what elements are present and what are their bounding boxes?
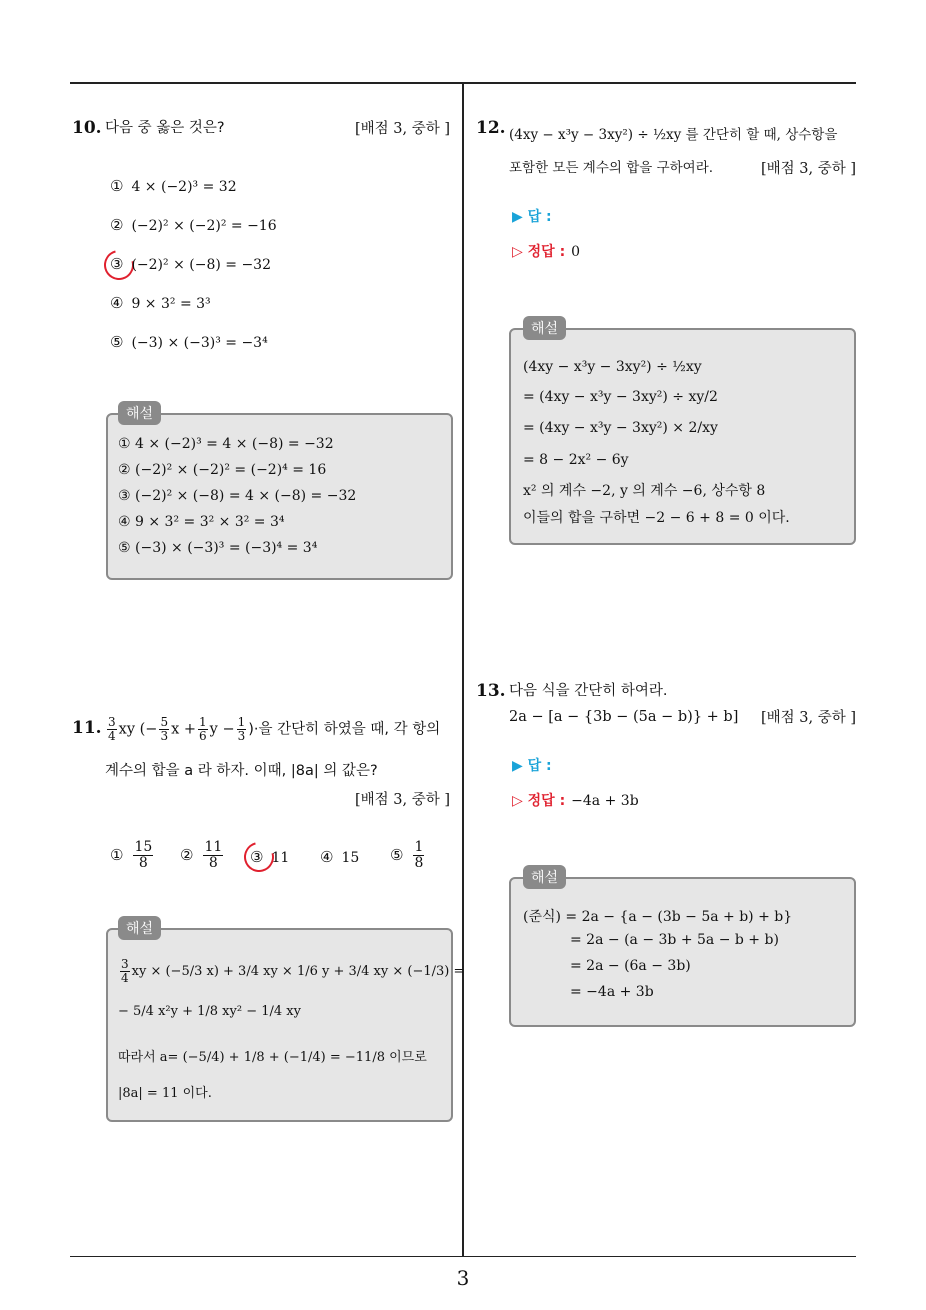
column-divider bbox=[462, 83, 464, 1256]
q11-option-1-den: 8 bbox=[138, 855, 148, 871]
q11-option-5-frac bbox=[413, 840, 424, 871]
q13-correct-label: ▷ 정답 : bbox=[512, 793, 566, 809]
q10-option-5-text: (−3) × (−3)³ = −3⁴ bbox=[131, 335, 268, 351]
q10-option-2[interactable] bbox=[110, 216, 277, 234]
q13-explain-3: = 2a − (6a − 3b) bbox=[570, 958, 691, 974]
q11-option-5-den: 8 bbox=[414, 855, 424, 871]
q13-explain-box bbox=[509, 877, 856, 1027]
q12-number: 12. bbox=[476, 118, 506, 138]
q11-option-3-mark: ③ bbox=[250, 848, 264, 866]
q11-option-3[interactable] bbox=[250, 848, 289, 866]
q13-correct-value: −4a + 3b bbox=[571, 793, 639, 809]
q11-explain-frac: $\frac{3}{4}$ bbox=[121, 957, 129, 985]
q11-option-4-mark: ④ bbox=[320, 848, 334, 866]
q11-option-4-text: 15 bbox=[341, 850, 360, 866]
q11-explain-4: |8a| = 11 이다. bbox=[118, 1086, 212, 1101]
q12-text1: (4xy − x³y − 3xy²) ÷ ½xy 를 간단히 할 때, 상수항을 bbox=[509, 127, 838, 143]
q11-option-1-frac bbox=[133, 840, 153, 871]
q11-explain-1-text: xy × (−5/3 x) + 3/4 xy × 1/6 y + 3/4 xy × (−1/3) = bbox=[131, 964, 465, 979]
q11-explain-3: 따라서 a= (−5/4) + 1/8 + (−1/4) = −11/8 이므로 bbox=[118, 1050, 427, 1065]
q11-option-2-den: 8 bbox=[208, 855, 218, 871]
q13-explain-2: = 2a − (a − 3b + 5a − b + b) bbox=[570, 932, 779, 948]
q10-explain-5: ⑤ (−3) × (−3)³ = (−3)⁴ = 3⁴ bbox=[118, 540, 318, 556]
q12-answer-input[interactable]: ▶ 답 : bbox=[512, 209, 552, 225]
q10-score: [배점 3, 중하 ] bbox=[354, 121, 450, 137]
q11-option-1-mark: ① bbox=[110, 845, 124, 864]
q13-text2: 2a − [a − {3b − (5a − b)} + b] bbox=[509, 709, 739, 725]
q10-explain-tag: 해설 bbox=[118, 401, 161, 425]
q13-number: 13. bbox=[476, 681, 506, 701]
q11-frac-3-4: $\frac{3}{4}$ bbox=[108, 715, 116, 743]
q12-correct-label: ▷ 정답 : bbox=[512, 244, 566, 260]
q12-explain-2: = (4xy − x³y − 3xy²) ÷ xy/2 bbox=[523, 389, 718, 405]
q12-explain-3: = (4xy − x³y − 3xy²) × 2/xy bbox=[523, 420, 718, 436]
q11-explain-tag: 해설 bbox=[118, 916, 161, 940]
q13-explain-4: = −4a + 3b bbox=[570, 984, 654, 1000]
q10-option-2-text: (−2)² × (−2)² = −16 bbox=[131, 218, 277, 234]
q11-option-2-num: 11 bbox=[204, 839, 223, 855]
q10-option-3-mark: ③ bbox=[110, 255, 124, 273]
q13-score: [배점 3, 중하 ] bbox=[760, 710, 856, 726]
q12-score: [배점 3, 중하 ] bbox=[760, 161, 856, 177]
q10-option-4-mark: ④ bbox=[110, 294, 124, 312]
q10-option-1-text: 4 × (−2)³ = 32 bbox=[131, 179, 237, 195]
q13-explain-tag: 해설 bbox=[523, 865, 566, 889]
q12-explain-5: x² 의 계수 −2, y 의 계수 −6, 상수항 8 bbox=[523, 483, 766, 499]
q10-option-1-mark: ① bbox=[110, 177, 124, 195]
q11-expr-tail: )·을 간단히 하였을 때, 각 항의 bbox=[248, 721, 441, 738]
q13-text1: 다음 식을 간단히 하여라. bbox=[509, 683, 668, 699]
q11-option-2-mark: ② bbox=[180, 845, 194, 864]
q11-option-5[interactable] bbox=[390, 840, 426, 871]
q11-explain-1 bbox=[118, 958, 464, 985]
q11-frac-1-6: $\frac{1}{6}$ bbox=[199, 715, 207, 743]
q13-correct-answer bbox=[512, 790, 639, 810]
q11-explain-2: − 5/4 x²y + 1/8 xy² − 1/4 xy bbox=[118, 1004, 301, 1019]
q11-expr-mid2: y − bbox=[209, 721, 235, 738]
bottom-rule bbox=[70, 1256, 856, 1257]
q12-explain-4: = 8 − 2x² − 6y bbox=[523, 452, 629, 468]
q10-option-3[interactable] bbox=[110, 255, 271, 273]
q10-option-4-text: 9 × 3² = 3³ bbox=[131, 296, 211, 312]
q10-explain-1: ① 4 × (−2)³ = 4 × (−8) = −32 bbox=[118, 436, 334, 452]
q10-explain-4: ④ 9 × 3² = 3² × 3² = 3⁴ bbox=[118, 514, 285, 530]
q10-option-1[interactable] bbox=[110, 177, 237, 195]
q12-explain-1: (4xy − x³y − 3xy²) ÷ ½xy bbox=[523, 359, 702, 375]
q10-option-4[interactable] bbox=[110, 294, 211, 312]
q10-number: 10. bbox=[72, 118, 102, 138]
q10-explain-2: ② (−2)² × (−2)² = (−2)⁴ = 16 bbox=[118, 462, 327, 478]
q10-option-3-text: (−2)² × (−8) = −32 bbox=[131, 257, 271, 273]
q11-expression bbox=[105, 716, 440, 743]
q11-frac-5-3: $\frac{5}{3}$ bbox=[160, 715, 169, 743]
q11-frac-1-3: $\frac{1}{3}$ bbox=[237, 715, 246, 743]
q11-number: 11. bbox=[72, 718, 102, 738]
q10-option-2-mark: ② bbox=[110, 216, 124, 234]
q11-option-2-frac bbox=[203, 840, 223, 871]
q11-option-5-num: 1 bbox=[414, 839, 424, 855]
q11-score: [배점 3, 중하 ] bbox=[354, 792, 450, 808]
q12-explain-tag: 해설 bbox=[523, 316, 566, 340]
q12-correct-answer bbox=[512, 241, 580, 261]
q12-explain-6: 이들의 합을 구하면 −2 − 6 + 8 = 0 이다. bbox=[523, 510, 790, 526]
q10-text: 다음 중 옳은 것은? bbox=[105, 120, 225, 136]
q11-option-4[interactable] bbox=[320, 848, 359, 866]
q11-option-5-mark: ⑤ bbox=[390, 845, 404, 864]
q11-option-1-num: 15 bbox=[134, 839, 153, 855]
page-number: 3 bbox=[456, 1266, 470, 1290]
q11-expr-head: xy (− bbox=[118, 721, 158, 738]
q11-option-2[interactable] bbox=[180, 840, 225, 871]
q11-expr-mid1: x + bbox=[171, 721, 197, 738]
q10-option-5[interactable] bbox=[110, 333, 268, 351]
q12-text2: 포함한 모든 계수의 합을 구하여라. bbox=[509, 160, 714, 176]
q11-option-1[interactable] bbox=[110, 840, 155, 871]
q13-answer-input[interactable]: ▶ 답 : bbox=[512, 758, 552, 774]
q12-correct-value: 0 bbox=[571, 244, 581, 260]
q10-option-5-mark: ⑤ bbox=[110, 333, 124, 351]
q13-explain-1: (준식) = 2a − {a − (3b − 5a + b) + b} bbox=[523, 909, 793, 925]
q10-explain-3: ③ (−2)² × (−8) = 4 × (−8) = −32 bbox=[118, 488, 357, 504]
q11-option-3-text: 11 bbox=[271, 850, 290, 866]
q11-text2: 계수의 합을 a 라 하자. 이때, |8a| 의 값은? bbox=[105, 763, 378, 779]
